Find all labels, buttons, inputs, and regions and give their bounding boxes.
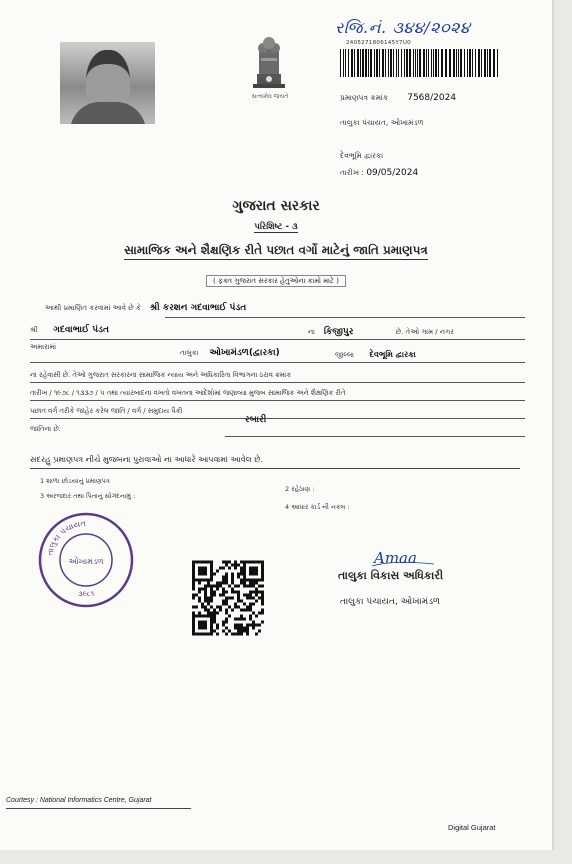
courtesy-rule	[6, 808, 191, 809]
body-line-4: જાતિના છે.	[30, 425, 61, 433]
applicant-name: શ્રી કરશન ગદવાભાઈ પંડત	[149, 303, 247, 313]
issue-date: 09/05/2024	[366, 168, 419, 178]
svg-text:તાલુકા પંચાયત	[45, 519, 86, 556]
resident-value: અમારામાં	[30, 343, 57, 351]
issuing-office: તાલુકા પંચાયત, ઓખામંડળ	[340, 118, 424, 127]
date-label: તારીખ :	[340, 168, 364, 177]
svg-text:Amaa: Amaa	[374, 549, 417, 567]
certificate-number-row	[340, 93, 456, 103]
certificate-body	[30, 366, 530, 438]
document-item-1: 1 શાળા છોડયાનું પ્રમાણપત્ર	[40, 477, 110, 485]
signatory-title: તાલુકા વિકાસ અધિકારી	[338, 569, 444, 582]
digital-gujarat-text: Digital Gujarat	[448, 823, 496, 832]
body-line-2: તારીખ / ૧૯૭૮ / ૧૩૩૭ / ૫ તથા ત્યારબાદના વખતો વખતના આદેશોમાં જણાવ્યા મુજબ સામાજિક અને શૈક્ષણિક રીતે	[30, 389, 346, 397]
evidence-rule	[30, 468, 520, 469]
stamp-ring-text: તાલુકા પંચાયત	[45, 518, 87, 557]
village-row: ના કિજીપુર છે. તેઓ ગામ / નગર	[308, 327, 454, 337]
certificate-number: 7568/2024	[407, 93, 457, 103]
district-name: દેવભૂમિ દ્વારકા	[369, 350, 416, 359]
body-line-1: ના રહેવાસી છે. તેઓ ગુજરાત સરકારના સામાજિક ન્યાય અને અધિકારિતા વિભાગના ઠરાવ ક્રમાંક	[30, 371, 292, 379]
signature-scribble	[372, 548, 436, 568]
government-title: ગુજરાત સરકાર	[232, 198, 320, 214]
certify-row: આથી પ્રમાણિત કરવામાં આવે છે કે શ્રી કરશન ગદવાભાઈ પંડત	[45, 303, 247, 313]
certificate-number-label: પ્રમાણપત્ર ક્રમાંક	[340, 93, 389, 102]
qr-code-icon	[192, 560, 264, 636]
photo-body-shape	[70, 102, 146, 124]
emblem-caption: સત્યમેવ જયતે	[251, 93, 289, 100]
barcode-icon	[340, 49, 500, 77]
office-stamp	[38, 512, 134, 608]
annexure-label: પરિશિષ્ટ - ૩	[254, 222, 298, 232]
caste-underline	[225, 436, 525, 437]
body-underline-3	[30, 418, 525, 419]
courtesy-text: Courtesy : National Informatics Centre, Gujarat	[6, 797, 152, 804]
certificate-subtitle: ( ફક્ત ગુજરાત સરકાર હેતુઓના કામો માટે )	[0, 277, 552, 286]
stamp-center-text: ઓખામંડળ	[68, 557, 104, 566]
name-underline	[165, 317, 525, 318]
applicant-photo	[60, 42, 155, 124]
handwritten-reference: રજિ.નં. ૩૪૪/૨૦૨૪	[335, 18, 471, 37]
caste-value: રબારી	[245, 415, 267, 425]
father-name: ગદવાભાઈ પંડત	[53, 325, 109, 335]
father-underline	[30, 339, 525, 340]
issue-date-row	[340, 168, 418, 178]
signatory-office: તાલુકા પંચાયત, ઓખામંડળ	[340, 597, 441, 607]
taluka-name: ઓખામંડળ(દ્વારકા)	[209, 348, 280, 358]
father-row: શ્રી ગદવાભાઈ પંડત	[30, 325, 109, 335]
document-item-4: 4 આધાર કાર્ડ ની નકલ :	[285, 503, 350, 511]
taluka-underline	[30, 362, 525, 363]
document-item-3: 3 અરજદાર તથા પિતાનું સોગંદનામું :	[40, 492, 136, 500]
barcode-number: 2405271806145Y7U0	[346, 40, 411, 46]
taluka-row: તાલુકા ઓખામંડળ(દ્વારકા)	[180, 348, 280, 358]
national-emblem-icon	[247, 30, 291, 92]
stamp-number: ૩૯૮૧	[77, 590, 95, 598]
evidence-note: સદરહુ પ્રમાણપત્ર નીચે મુજબના પુરાવાઓ ના આધારે આપવામાં આવેલ છે.	[30, 455, 264, 464]
village-name: કિજીપુર	[323, 327, 354, 337]
certificate-title: સામાજિક અને શૈક્ષણિક રીતે પછાત વર્ગો માટેનું જાતિ પ્રમાણપત્ર	[0, 243, 552, 258]
issuing-district: દેવભૂમિ દ્વારકા	[340, 151, 384, 160]
body-underline-1	[30, 382, 525, 383]
body-underline-2	[30, 400, 525, 401]
district-row: જીલ્લા દેવભૂમિ દ્વારકા	[335, 350, 416, 359]
document-item-2: 2 રહેઠાણ :	[285, 485, 315, 493]
body-line-3: પછાત વર્ગ તરીકે જાહેર કરેલ જાતિ / વર્ગ / સમુદાય પૈકી	[30, 407, 183, 415]
